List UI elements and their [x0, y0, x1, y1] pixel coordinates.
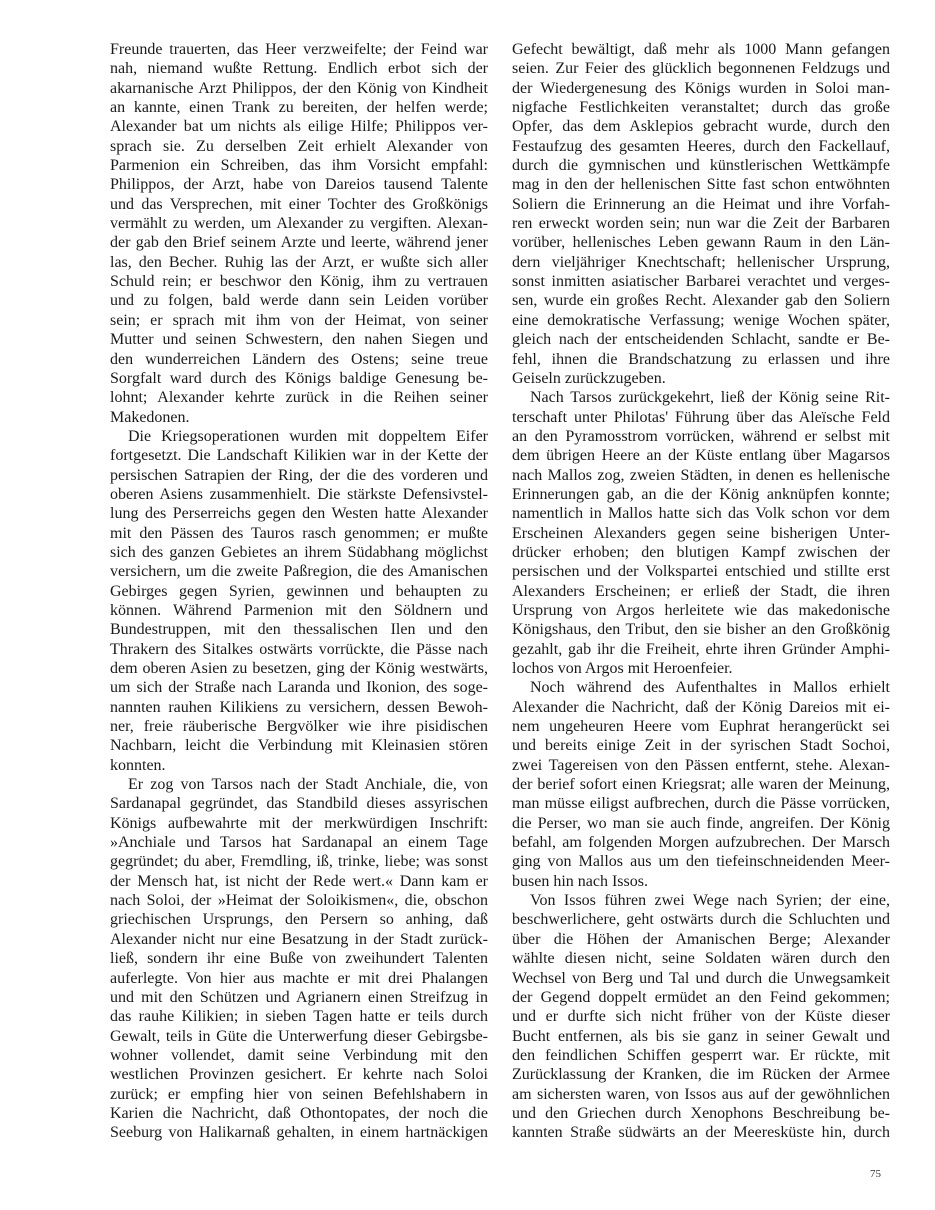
text-line: Geiseln zurückzugeben. [512, 369, 666, 387]
text-line: Parmenion ein Schreiben, das ihm Vorsicht empfahl: [110, 157, 488, 175]
text-line: der gab den Brief seinem Arzte und leerte, während jener [110, 234, 488, 252]
text-line: Alexander die Nachricht, daß der König Dareios mit ei- [512, 698, 890, 716]
text-line: am sichersten waren, von Issos aus auf der gewöhnlichen [512, 1085, 890, 1103]
text-line: und mit den Schützen und Agrianern einen Streifzug in [110, 988, 488, 1006]
text-line: namentlich in Mallos hatte sich das Volk schon vor dem [512, 505, 890, 523]
text-line: kannten Straße südwärts an der Meeresküste hin, durch [512, 1124, 890, 1142]
text-line: über die Höhen der Amanischen Berge; Alexander [512, 930, 890, 948]
text-line: man müsse eiligst aufbrechen, durch die Pässe vorrücken, [512, 795, 890, 813]
text-line: Königshaus, den Tribut, den sie bisher an den Großkönig [512, 621, 890, 639]
text-line: seien. Zur Feier des glücklich begonnenen Feldzugs und [512, 60, 890, 78]
text-line: Nachbarn, leicht die Verbindung mit Kleinasien stören [110, 737, 488, 755]
text-line: Alexanders Erscheinen; er erließ der Stadt, die ihren [512, 582, 890, 600]
text-line: das rauhe Kilikien; in sieben Tagen hatte er teils durch [110, 1008, 488, 1026]
text-line: Gebirges gegen Syrien, gewinnen und behaupten zu [110, 582, 488, 600]
text-line: nach Mallos zog, zweien Städten, in denen es hellenische [512, 466, 890, 484]
text-line: und den Griechen durch Xenophons Beschreibung be- [512, 1104, 890, 1122]
text-line: sich des ganzen Gebietes an ihrem Südabhang möglichst [110, 543, 488, 561]
text-line: können. Während Parmenion mit den Söldnern und [110, 601, 488, 619]
text-line: fortgesetzt. Die Landschaft Kilikien war in der Kette der [110, 447, 488, 465]
text-line: zurück; er empfing hier von seinen Befehlshabern in [110, 1085, 488, 1103]
text-line: persischen Satrapien der Ring, der die des vorderen und [110, 466, 488, 484]
text-line: mag in den der hellenischen Sitte fast schon entwöhnten [512, 176, 890, 194]
text-line: gezahlt, gab ihr die Freiheit, ehrte ihren Gründer Amphi- [512, 640, 890, 658]
text-line: Von Issos führen zwei Wege nach Syrien; der eine, [530, 892, 890, 910]
text-line: und er durfte sich nicht früher von der Küste dieser [512, 1008, 890, 1026]
text-line: Noch während des Aufenthaltes in Mallos erhielt [530, 679, 890, 697]
text-line: befahl, am folgenden Morgen aufzubrechen. Der Marsch [512, 834, 890, 852]
text-line: Schuld rein; er beschwor den König, ihm zu vertrauen [110, 273, 488, 291]
text-line: lohnt; Alexander kehrte zurück in die Reihen seiner [110, 389, 488, 407]
text-line: Soliern die Erinnerung an die Heimat und ihre Vorfah- [512, 195, 890, 213]
text-line: Opfer, das dem Asklepios gebracht wurde, durch den [512, 118, 890, 136]
text-line: Gewalt, teils in Güte die Unterwerfung dieser Gebirgsbe- [110, 1027, 488, 1045]
text-line: busen hin nach Issos. [512, 872, 648, 890]
text-line: ging von Mallos aus um den tiefeinschneidenden Meer- [512, 853, 890, 871]
text-line: ren erweckt worden sein; nun war die Zeit der Barbaren [512, 215, 890, 233]
text-line: Bucht entfernen, als bis sie ganz in seiner Gewalt und [512, 1027, 890, 1045]
text-line: gleich nach der entscheidenden Schlacht, sandte er Be- [512, 331, 890, 349]
text-line: den wunderreichen Ländern des Ostens; seine treue [110, 350, 488, 368]
text-line: Ursprung von Argos herleitete wie das makedonische [512, 601, 890, 619]
page-number: 75 [870, 1168, 881, 1180]
text-line: der Mensch hat, ist nicht der Rede wert.« Dann kam er [110, 872, 488, 890]
text-line: auferlegte. Von hier aus machte er mit drei Phalangen [110, 969, 488, 987]
text-line: und zu folgen, bald werde dann sein Leiden vorüber [110, 292, 488, 310]
text-line: Alexander nicht nur eine Besatzung in der Stadt zurück- [110, 930, 488, 948]
text-line: der berief sofort einen Kriegsrat; alle waren der Meinung, [512, 776, 890, 794]
text-line: sonst inmitten asiatischer Barbarei verachtet und verges- [512, 273, 890, 291]
text-line: Makedonen. [110, 408, 190, 426]
text-line: drücker erhoben; den blutigen Kampf zwischen der [512, 543, 890, 561]
text-line: gegründet; du aber, Fremdling, iß, trinke, liebe; was sonst [110, 853, 488, 871]
text-line: griechischen Ursprungs, den Persern so anhing, daß [110, 911, 488, 929]
text-line: lung des Perserreichs gegen den Westen hatte Alexander [110, 505, 488, 523]
text-line: nem ungeheuren Heere vom Euphrat herangerückt sei [512, 718, 890, 736]
text-line: Mutter und seinen Schwestern, den nahen Siegen und [110, 331, 488, 349]
text-line: durch die gymnischen und künstlerischen Wettkämpfe [512, 157, 890, 175]
text-line: Freunde trauerten, das Heer verzweifelte; der Feind war [110, 41, 488, 58]
text-line: und bereits einige Zeit in der syrischen Stadt Sochoi, [512, 737, 890, 755]
text-line: zwei Tagereisen von den Pässen entfernt, stehe. Alexan- [512, 756, 890, 774]
text-line: dern vieljähriger Knechtschaft; hellenischer Ursprung, [512, 253, 890, 271]
text-line: dem oberen Asien zu besetzen, ging der König westwärts, [110, 660, 488, 677]
text-line: Sardanapal gegründet, das Standbild dieses assyrischen [110, 795, 488, 813]
text-line: beschwerlichere, geht ostwärts durch die Schluchten und [512, 911, 890, 929]
text-line: Seeburg von Halikarnaß gehalten, in einem hartnäckigen [110, 1124, 488, 1142]
text-line: lochos von Argos mit Heroenfeier. [512, 660, 733, 677]
text-line: konnten. [110, 756, 166, 774]
text-column-right [512, 40, 890, 1143]
text-line: vermählt zu werden, um Alexander zu vergiften. Alexan- [110, 215, 488, 233]
text-line: wohner vollendet, damit seine Verbindung mit den [110, 1046, 488, 1064]
text-line: Wechsel von Berg und Tal und durch die Unwegsamkeit [512, 969, 890, 987]
text-line: Erinnerungen gab, an die der König anknüpfen konnte; [512, 485, 890, 503]
text-line: akarnanische Arzt Philippos, der den König von Kindheit [110, 79, 488, 97]
text-line: Gefecht bewältigt, daß mehr als 1000 Mann gefangen [512, 41, 890, 58]
text-line: Die Kriegsoperationen wurden mit doppeltem Eifer [128, 427, 488, 445]
text-line: Bundestruppen, mit den thessalischen Ilen und den [110, 621, 488, 639]
text-line: persischen und der Volkspartei entschied und stillte erst [512, 563, 890, 581]
text-line: mit den Pässen des Tauros rasch genommen; er mußte [110, 524, 488, 542]
text-line: »Anchiale und Tarsos hat Sardanapal an einem Tage [110, 834, 488, 852]
text-line: las, den Becher. Ruhig las der Arzt, er wußte sich aller [110, 253, 488, 271]
text-line: an den Pyramosstrom vorrücken, während er selbst mit [512, 427, 890, 445]
text-line: sen, wurde ein großes Recht. Alexander gab den Soliern [512, 292, 890, 310]
text-line: wählte diesen nicht, seine Soldaten wären durch den [512, 950, 890, 968]
text-line: Karien die Nachricht, daß Othontopates, der noch die [110, 1104, 488, 1122]
text-line: terschaft unter Philotas' Führung über das Aleïsche Feld [512, 408, 890, 426]
text-line: der Gegend doppelt ermüdet an den Feind gekommen; [512, 988, 890, 1006]
text-line: vorüber, hellenisches Leben gewann Raum in den Län- [512, 234, 890, 252]
text-line: ner, freie räuberische Bergvölker wie ihre pisidischen [110, 718, 488, 736]
text-line: Erscheinen Alexanders gegen seine bisherigen Unter- [512, 524, 890, 542]
text-line: Festaufzug des gesamten Heeres, durch den Fackellauf, [512, 137, 890, 155]
text-line: ließ, sondern ihr eine Buße von zweihundert Talenten [110, 950, 488, 968]
text-line: nah, niemand wußte Rettung. Endlich erbot sich der [110, 60, 488, 78]
text-line: oberen Asiens zusammenhielt. Die stärkste Defensivstel- [110, 485, 488, 503]
text-line: Alexander bat um nichts als eilige Hilfe; Philippos ver- [110, 118, 488, 136]
text-line: Zurücklassung der Kranken, die im Rücken der Armee [512, 1066, 890, 1084]
text-line: nannten rauhen Kilikiens zu versichern, dessen Bewoh- [110, 698, 488, 716]
text-column-left [110, 40, 488, 1143]
text-line: versichern, um die zweite Paßregion, die des Amanischen [110, 563, 488, 581]
text-line: Philippos, der Arzt, habe von Dareios tausend Talente [110, 176, 488, 194]
text-line: sein; er sprach mit ihm von der Heimat, von seiner [110, 311, 488, 329]
text-line: nigfache Festlichkeiten veranstaltet; durch das große [512, 99, 890, 117]
text-line: nach Soloi, der »Heimat der Soloikismen«, die, obschon [110, 892, 488, 910]
text-line: dem übrigen Heere an der Küste entlang über Magarsos [512, 447, 890, 465]
text-line: fehl, ihnen die Brandschatzung zu erlassen und ihre [512, 350, 890, 368]
text-line: um sich der Straße nach Laranda und Ikonion, des soge- [110, 679, 488, 697]
text-line: die Perser, wo man sie auch finde, angreifen. Der König [512, 814, 890, 832]
text-line: der Wiedergenesung des Königs wurden in Soloi man- [512, 79, 890, 97]
text-line: sprach sie. Zu derselben Zeit erhielt Alexander von [110, 137, 488, 155]
text-line: eine demokratische Verfassung; wenige Wochen später, [512, 311, 890, 329]
text-line: Thrakern des Sitalkes ostwärts vorrückte, die Pässe nach [110, 640, 488, 658]
text-line: Nach Tarsos zurückgekehrt, ließ der König seine Rit- [530, 389, 890, 407]
text-line: an kannte, einen Trank zu bereiten, der helfen werde; [110, 99, 488, 117]
text-line: Sorgfalt ward durch des Königs baldige Genesung be- [110, 369, 488, 387]
text-line: Königs aufbewahrte mit der merkwürdigen Inschrift: [110, 814, 488, 832]
text-line: westlichen Provinzen gesichert. Er kehrte nach Soloi [110, 1066, 488, 1084]
text-line: Er zog von Tarsos nach der Stadt Anchiale, die, von [128, 776, 488, 794]
text-line: und das Versprechen, mit einer Tochter des Großkönigs [110, 195, 488, 213]
text-line: den feindlichen Schiffen gesperrt war. Er rückte, mit [512, 1046, 890, 1064]
